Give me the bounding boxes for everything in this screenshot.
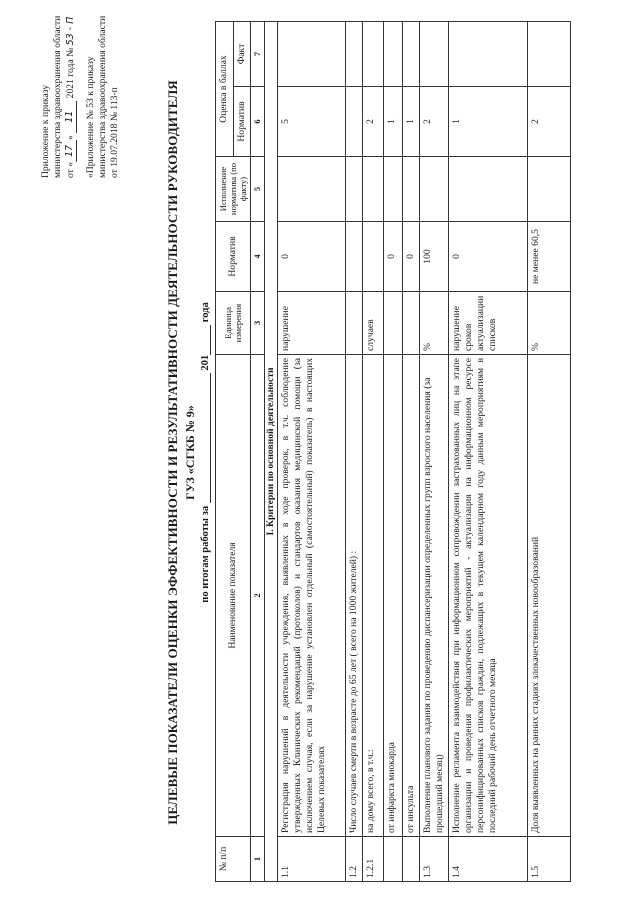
row-norm <box>363 222 384 292</box>
row-name: Число случаев смерти в возрасте до 65 лет ( всего на 1000 жителей) : <box>346 355 363 837</box>
row-unit: % <box>528 292 571 355</box>
row-unit <box>403 292 420 355</box>
reporting-period: по итогам работы за 201 года <box>200 302 211 603</box>
row-unit: случаев <box>363 292 384 355</box>
header-norm: Норматив <box>216 222 251 292</box>
row-score-fact <box>420 21 449 86</box>
row-score-norm: 2 <box>528 87 571 157</box>
col-number: 7 <box>251 21 265 86</box>
row-score-norm: 1 <box>403 87 420 157</box>
column-number-row <box>251 21 265 881</box>
row-score-fact <box>363 21 384 86</box>
appendix-ref-line-2: министерства здравоохранения области <box>97 15 108 178</box>
row-norm: 0 <box>403 222 420 292</box>
row-score-norm: 2 <box>420 87 449 157</box>
row-num: 1.3 <box>420 837 449 882</box>
row-exec <box>449 157 528 222</box>
col-number: 6 <box>251 87 265 157</box>
row-unit <box>346 292 363 355</box>
row-score-norm: 5 <box>278 87 346 157</box>
header-score-fact: Факт <box>233 21 251 86</box>
header-unit: Единица измерения <box>216 292 251 355</box>
row-unit <box>384 292 403 355</box>
appendix-line-2: министерства здравоохранения области <box>52 15 63 178</box>
row-score-fact <box>449 21 528 86</box>
row-score-fact <box>278 21 346 86</box>
handwritten-month: 11 <box>64 101 77 133</box>
header-exec: Исполнение норматива (по факту) <box>216 157 251 222</box>
row-num: 1.1 <box>278 837 346 882</box>
row-name: Регистрация нарушений в деятельности учреждения, выявленных в ходе проверок, в т.ч. соблюдение утвержденных Клинических рекомендаций (протоколов) и стандартов оказания медицинской помощи (за исключением случая, если за нарушение установлен отдельный (самостоятельный) показатель) в настоящих Целевых показателях <box>278 355 346 837</box>
col-number: 3 <box>251 292 265 355</box>
table-row <box>278 21 346 881</box>
row-score-fact <box>403 21 420 86</box>
header-score-norm: Норматив <box>233 87 251 157</box>
appendix-line-1: Приложение к приказу <box>40 84 51 178</box>
row-score-fact <box>346 21 363 86</box>
table-row <box>449 21 528 881</box>
row-num: 1.2.1 <box>363 837 384 882</box>
row-score-norm: 2 <box>363 87 384 157</box>
table-row <box>528 21 571 881</box>
row-exec <box>278 157 346 222</box>
row-num: 1.2 <box>346 837 363 882</box>
row-unit: нарушение <box>278 292 346 355</box>
row-num <box>403 837 420 882</box>
row-norm <box>346 222 363 292</box>
header-name: Наименование показателя <box>216 355 251 837</box>
header-num: № п/п <box>216 837 251 882</box>
organization-name: ГУЗ «СГКБ № 9» <box>183 405 197 500</box>
appendix-date-line: от «17» 11 2021 года № 53 - П <box>64 16 76 178</box>
row-score-fact <box>528 21 571 86</box>
row-name: от инсульта <box>403 355 420 837</box>
row-name: на дому всего, в т.ч.: <box>363 355 384 837</box>
row-name: Исполнение регламента взаимодействия при информационном сопровождении застрахованных лиц на этапе организации и проведения профилактических мероприятий - актуализация на информационном ресурсе персонифицированных списков граждан, подлежащих в текущем календарном году данным мероприятиям в последний рабочий день отчетного месяца <box>449 355 528 837</box>
row-exec <box>420 157 449 222</box>
row-exec <box>346 157 363 222</box>
row-norm: 0 <box>278 222 346 292</box>
header-score-group: Оценка в баллах <box>216 21 234 156</box>
col-number: 2 <box>251 355 265 837</box>
col-number: 4 <box>251 222 265 292</box>
col-number: 1 <box>251 837 265 882</box>
table-row <box>420 21 449 881</box>
table-row <box>384 21 403 881</box>
appendix-ref-line-3: от 19.07.2018 № 113-п <box>109 87 120 178</box>
row-name: от инфаркта миокарда <box>384 355 403 837</box>
handwritten-day: 17 <box>64 140 77 162</box>
handwritten-order-number: 53 - П <box>65 16 76 46</box>
table-row <box>346 21 363 881</box>
document-title: ЦЕЛЕВЫЕ ПОКАЗАТЕЛИ ОЦЕНКИ ЭФФЕКТИВНОСТИ И РЕЗУЛЬТАТИВНОСТИ ДЕЯТЕЛЬНОСТИ РУКОВОДИТЕЛЯ <box>165 80 180 825</box>
row-score-norm: 1 <box>449 87 528 157</box>
row-norm: 100 <box>420 222 449 292</box>
row-score-norm <box>346 87 363 157</box>
row-unit: нарушение сроков актуализации списков <box>449 292 528 355</box>
row-norm: 0 <box>449 222 528 292</box>
row-score-fact <box>384 21 403 86</box>
row-exec <box>528 157 571 222</box>
header-row <box>216 21 234 881</box>
section-row <box>265 21 278 881</box>
row-exec <box>384 157 403 222</box>
appendix-header <box>40 3 121 178</box>
row-norm: не менее 60,5 <box>528 222 571 292</box>
row-num <box>384 837 403 882</box>
row-exec <box>403 157 420 222</box>
row-name: Доля выявленных на ранних стадиях злокачественных новообразований <box>528 355 571 837</box>
row-name: Выполнение планового задания по проведению диспансеризации определенных групп взрослого населения (за прошедший месяц) <box>420 355 449 837</box>
appendix-ref-line-1: «Приложение № 53 к приказу <box>85 56 96 178</box>
row-num: 1.4 <box>449 837 528 882</box>
row-num: 1.5 <box>528 837 571 882</box>
row-score-norm: 1 <box>384 87 403 157</box>
row-exec <box>363 157 384 222</box>
table-row <box>403 21 420 881</box>
table-row <box>363 21 384 881</box>
col-number: 5 <box>251 157 265 222</box>
row-norm: 0 <box>384 222 403 292</box>
section-title: I. Критерии по основной деятельности <box>265 21 278 881</box>
row-unit: % <box>420 292 449 355</box>
indicators-table <box>215 21 571 882</box>
